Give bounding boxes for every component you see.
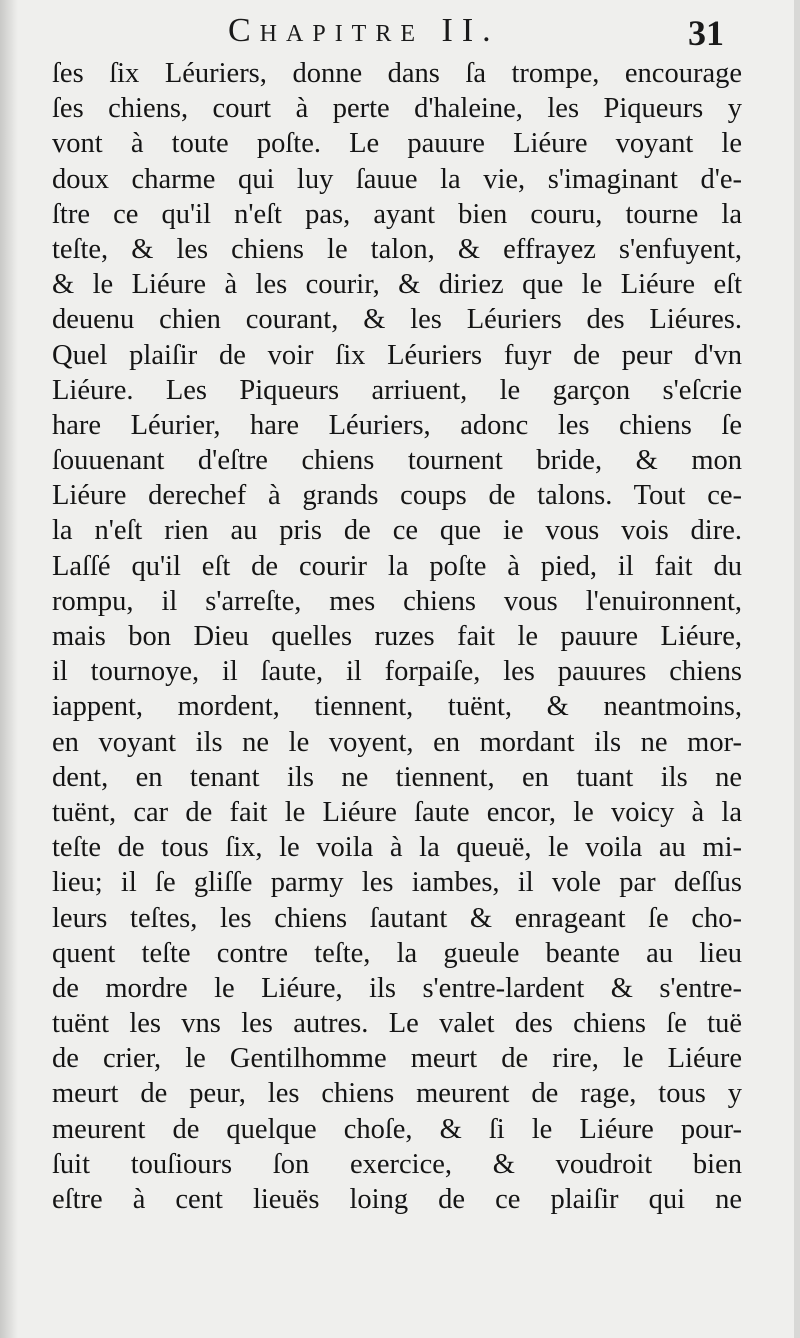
text-line: Laſſé qu'il eſt de courir la poſte à pied, il fait du bbox=[52, 550, 742, 582]
text-line: ſes chiens, court à perte d'haleine, les Piqueurs y bbox=[52, 93, 742, 125]
text-line: quent teſte contre teſte, la gueule beante au lieu bbox=[52, 937, 742, 969]
text-line: il tournoye, il ſaute, il forpaiſe, les pauures chiens bbox=[52, 656, 742, 688]
text-line: ſuit touſiours ſon exercice, & voudroit bien bbox=[52, 1148, 742, 1180]
text-line: dent, en tenant ils ne tiennent, en tuant ils ne bbox=[52, 761, 742, 793]
text-line: doux charme qui luy ſauue la vie, s'imaginant d'e- bbox=[52, 163, 742, 195]
text-line: la n'eſt rien au pris de ce que ie vous vois dire. bbox=[52, 515, 742, 547]
text-line: teſte de tous ſix, le voila à la queuë, le voila au mi- bbox=[52, 832, 742, 864]
page-header bbox=[0, 12, 800, 60]
text-line: hare Léurier, hare Léuriers, adonc les chiens ſe bbox=[52, 409, 742, 441]
text-line: de crier, le Gentilhomme meurt de rire, le Liéure bbox=[52, 1043, 742, 1075]
text-line: & le Liéure à les courir, & diriez que le Liéure eſt bbox=[52, 269, 742, 301]
text-line: Liéure derechef à grands coups de talons. Tout ce- bbox=[52, 480, 742, 512]
text-line: vont à toute poſte. Le pauure Liéure voyant le bbox=[52, 128, 742, 160]
page-edge bbox=[794, 0, 800, 1338]
page-number: 31 bbox=[688, 13, 724, 53]
text-line: meurt de peur, les chiens meurent de rage, tous y bbox=[52, 1078, 742, 1110]
text-line: lieu; il ſe gliſſe parmy les iambes, il vole par deſſus bbox=[52, 867, 742, 899]
text-line: iappent, mordent, tiennent, tuënt, & neantmoins, bbox=[52, 691, 742, 723]
text-line: ſouuenant d'eſtre chiens tournent bride, & mon bbox=[52, 445, 742, 477]
text-line: meurent de quelque choſe, & ſi le Liéure pour- bbox=[52, 1113, 742, 1145]
page-gutter-shadow bbox=[0, 0, 18, 1338]
text-line: de mordre le Liéure, ils s'entre-lardent & s'entre- bbox=[52, 972, 742, 1004]
text-line: Quel plaiſir de voir ſix Léuriers fuyr de peur d'vn bbox=[52, 339, 742, 371]
body-text bbox=[52, 56, 742, 1217]
text-line: tuënt les vns les autres. Le valet des chiens ſe tuë bbox=[52, 1008, 742, 1040]
text-line: ſtre ce qu'il n'eſt pas, ayant bien couru, tourne la bbox=[52, 198, 742, 230]
text-line: teſte, & les chiens le talon, & effrayez s'enfuyent, bbox=[52, 233, 742, 265]
text-line: Liéure. Les Piqueurs arriuent, le garçon s'eſcrie bbox=[52, 374, 742, 406]
running-head: Chapitre II. bbox=[228, 12, 500, 49]
text-line: eſtre à cent lieuës loing de ce plaiſir qui ne bbox=[52, 1184, 742, 1215]
text-line: leurs teſtes, les chiens ſautant & enrageant ſe cho- bbox=[52, 902, 742, 934]
text-line: ſes ſix Léuriers, donne dans ſa trompe, encourage bbox=[52, 58, 742, 89]
text-line: en voyant ils ne le voyent, en mordant ils ne mor- bbox=[52, 726, 742, 758]
text-line: rompu, il s'arreſte, mes chiens vous l'enuironnent, bbox=[52, 585, 742, 617]
text-line: deuenu chien courant, & les Léuriers des Liéures. bbox=[52, 304, 742, 336]
text-line: tuënt, car de fait le Liéure ſaute encor, le voicy à la bbox=[52, 796, 742, 828]
text-line: mais bon Dieu quelles ruzes fait le pauure Liéure, bbox=[52, 621, 742, 652]
